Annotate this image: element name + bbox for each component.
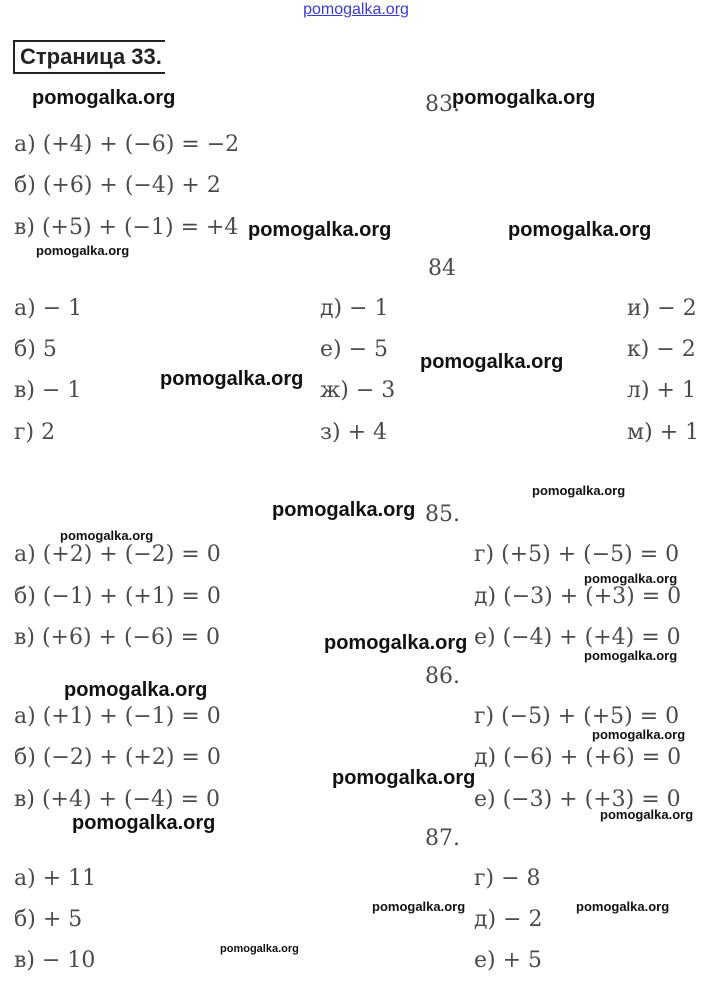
ex87-left-line: а) + 11 <box>14 866 97 891</box>
exercise-85-number: 85. <box>425 502 460 527</box>
ex87-left-line: в) − 10 <box>14 948 96 973</box>
watermark: pomogalka.org <box>532 483 626 498</box>
exercise-87-number: 87. <box>425 826 460 851</box>
exercise-84-number: 84 <box>428 256 456 281</box>
ex84-col3-item: и) − 2 <box>627 296 697 321</box>
ex83-line-a: а) (+4) + (−6) = −2 <box>14 132 240 157</box>
ex84-col3-item: л) + 1 <box>627 378 696 403</box>
page-label: Страница 33. <box>13 40 165 74</box>
ex84-col1-item: а) − 1 <box>14 296 83 321</box>
ex84-col1-item: г) 2 <box>14 420 56 445</box>
ex84-col1-item: б) 5 <box>14 337 57 362</box>
watermark: pomogalka.org <box>160 368 304 390</box>
watermark: pomogalka.org <box>420 351 564 373</box>
watermark: pomogalka.org <box>32 87 176 109</box>
exercise-86-number: 86. <box>425 664 460 689</box>
ex86-right-line: е) (−3) + (+3) = 0 <box>474 787 681 812</box>
ex85-right-line: г) (+5) + (−5) = 0 <box>474 542 680 567</box>
watermark: pomogalka.org <box>372 899 466 914</box>
ex87-right-line: д) − 2 <box>474 907 543 932</box>
ex84-col2-item: е) − 5 <box>320 337 389 362</box>
watermark: pomogalka.org <box>592 727 686 742</box>
watermark: pomogalka.org <box>60 528 154 543</box>
ex87-right-line: г) − 8 <box>474 866 541 891</box>
ex85-left-line: в) (+6) + (−6) = 0 <box>14 625 220 650</box>
ex84-col2-item: д) − 1 <box>320 296 389 321</box>
ex84-col2-item: ж) − 3 <box>320 378 396 403</box>
watermark: pomogalka.org <box>452 87 596 109</box>
watermark: pomogalka.org <box>324 632 468 654</box>
watermark: pomogalka.org <box>508 219 652 241</box>
ex85-left-line: а) (+2) + (−2) = 0 <box>14 542 221 567</box>
ex83-line-b: б) (+6) + (−4) + 2 <box>14 173 221 198</box>
ex86-left-line: в) (+4) + (−4) = 0 <box>14 787 220 812</box>
watermark: pomogalka.org <box>72 812 216 834</box>
watermark: pomogalka.org <box>600 807 694 822</box>
watermark: pomogalka.org <box>36 243 130 258</box>
ex86-right-line: г) (−5) + (+5) = 0 <box>474 704 680 729</box>
ex85-left-line: б) (−1) + (+1) = 0 <box>14 584 221 609</box>
watermark: pomogalka.org <box>584 648 678 663</box>
site-link[interactable]: pomogalka.org <box>303 1 409 18</box>
ex86-right-line: д) (−6) + (+6) = 0 <box>474 745 682 770</box>
watermark: pomogalka.org <box>332 767 476 789</box>
ex83-line-c: в) (+5) + (−1) = +4 <box>14 215 239 240</box>
watermark: pomogalka.org <box>272 499 416 521</box>
watermark: pomogalka.org <box>584 571 678 586</box>
ex84-col3-item: к) − 2 <box>627 337 696 362</box>
ex84-col2-item: з) + 4 <box>320 420 387 445</box>
watermark: pomogalka.org <box>220 943 299 955</box>
watermark: pomogalka.org <box>248 219 392 241</box>
ex86-left-line: а) (+1) + (−1) = 0 <box>14 704 221 729</box>
ex86-left-line: б) (−2) + (+2) = 0 <box>14 745 221 770</box>
ex87-right-line: е) + 5 <box>474 948 543 973</box>
ex84-col1-item: в) − 1 <box>14 378 82 403</box>
ex85-right-line: е) (−4) + (+4) = 0 <box>474 625 681 650</box>
watermark: pomogalka.org <box>64 679 208 701</box>
ex87-left-line: б) + 5 <box>14 907 83 932</box>
ex85-right-line: д) (−3) + (+3) = 0 <box>474 584 682 609</box>
exercise-83-number: 83. <box>425 92 460 117</box>
ex84-col3-item: м) + 1 <box>627 420 700 445</box>
watermark: pomogalka.org <box>576 899 670 914</box>
